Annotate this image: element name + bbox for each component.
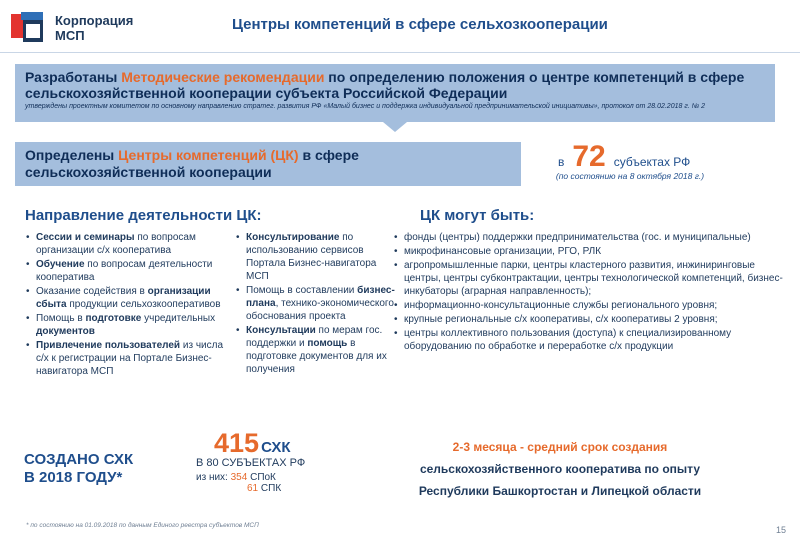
- timeframe-line3: Республики Башкортостан и Липецкой области: [418, 484, 702, 498]
- page-number: 15: [776, 525, 787, 535]
- list-item-bold: Консультирование: [246, 232, 340, 243]
- skh-spk-value: 61: [247, 483, 259, 494]
- direction-heading: Направление деятельности ЦК:: [25, 207, 262, 224]
- list-item-text: Оказание содействия в: [36, 286, 148, 297]
- list-item: • центры коллективного пользования (доступа) к специализированному оборудованию по обработке и переработке с/х продукции: [394, 327, 786, 353]
- recommendations-text: [25, 69, 765, 101]
- list-item-bold: подготовке: [85, 313, 142, 324]
- subjects-post: субъектах РФ: [613, 155, 691, 169]
- timeframe-line2: сельскохозяйственного кооператива по опыту: [419, 462, 701, 476]
- list-item-text: продукции сельхозкооперативов: [66, 299, 221, 310]
- skh-spok-label: СПоК: [247, 472, 276, 483]
- list-item: • агропромышленные парки, центры кластерного развития, инжиниринговые центры, центры субконтрактации, центры технологической компетенций, бизнес-инкубаторы (аграрная направленность);: [394, 259, 786, 298]
- competence-centers-text: [25, 147, 511, 181]
- list-item: [26, 312, 231, 338]
- list-item: [236, 231, 396, 283]
- cc-highlight: Центры компетенций (ЦК): [118, 147, 299, 163]
- skh-spok-value: 354: [230, 472, 248, 483]
- list-item-text: учредительных: [141, 313, 216, 324]
- list-item-text: , технико-экономического обоснования проекта: [246, 298, 394, 322]
- list-item-bold: Привлечение пользователей: [36, 340, 181, 351]
- logo: [9, 10, 149, 46]
- list-item-bold: документов: [36, 326, 95, 337]
- list-item-text: по использованию сервисов Портала Бизнес-навигатора МСП: [246, 232, 377, 282]
- list-item: • микрофинансовые организации, РГО, РЛК: [394, 245, 786, 258]
- list-item: [26, 285, 231, 311]
- recommendations-post: по определению положения о центре компетенций в сфере сельскохозяйственной кооперации субъекта Российской Федерации: [25, 69, 745, 101]
- list-item-bold: бизнес-плана: [246, 285, 395, 309]
- list-item: [26, 231, 231, 257]
- creation-timeframe: [390, 436, 730, 502]
- types-list: [394, 231, 786, 354]
- created-line2: В 2018 ГОДУ*: [24, 469, 123, 486]
- list-item: [236, 284, 396, 323]
- timeframe-highlight: 2-3 месяца - средний срок создания: [452, 440, 668, 454]
- list-item-text: Помощь в составлении: [246, 285, 358, 296]
- list-item-text: по вопросам деятельности кооператива: [36, 259, 213, 283]
- slide-title: Центры компетенций в сфере сельхозкооперации: [232, 16, 608, 33]
- recommendations-highlight: Методические рекомендации: [121, 69, 325, 85]
- cc-pre: Определены: [25, 147, 119, 163]
- list-item: [26, 258, 231, 284]
- skh-stats: [196, 428, 326, 494]
- direction-list-right: [236, 231, 396, 377]
- created-line1: СОЗДАНО СХК: [24, 451, 134, 468]
- skh-spk-line: [196, 483, 326, 494]
- skh-unit: СХК: [261, 439, 291, 456]
- corp-msp-logo-icon: [9, 10, 47, 46]
- recommendations-banner: [15, 64, 775, 122]
- recommendations-note: утверждены проектным комитетом по основному направлению стратег. развития РФ «Малый бизнес и поддержка индивидуальной предпринимательской инициативы», протокол от 28.02.2018 г. № 2: [25, 103, 706, 110]
- list-item: [236, 324, 396, 376]
- list-item: • фонды (центры) поддержки предпринимательства (гос. и муниципальные): [394, 231, 786, 244]
- list-item-bold: Обучение: [36, 259, 85, 270]
- skh-spk-label: СПК: [258, 483, 282, 494]
- logo-line2: МСП: [55, 28, 85, 43]
- subjects-count: 72: [572, 140, 606, 173]
- cc-post: в сфере сельскохозяйственной кооперации: [25, 147, 359, 180]
- list-item: • крупные региональные с/х кооперативы, с/х кооперативы 2 уровня;: [394, 313, 786, 326]
- list-item-bold: помощь: [307, 338, 348, 349]
- skh-subjects: В 80 СУБЪЕКТАХ РФ: [196, 457, 306, 469]
- list-item: [26, 339, 231, 378]
- list-item-text: по мерам гос. поддержки и: [246, 325, 383, 349]
- title-divider: [0, 52, 800, 53]
- list-item-bold: Сессии и семинары: [36, 232, 135, 243]
- footnote: * по состоянию на 01.09.2018 по данным Единого реестра субъектов МСП: [26, 522, 259, 529]
- list-item-text: из числа с/х к регистрации на Портале Бизнес- навигатора МСП: [36, 340, 224, 377]
- logo-line1: Корпорация: [55, 13, 134, 28]
- created-label: [24, 451, 133, 487]
- skh-spok-line: [196, 472, 326, 483]
- subjects-date-note: (по состоянию на 8 октября 2018 г.): [555, 171, 705, 181]
- skh-count: 415: [214, 428, 260, 458]
- list-item-bold: Консультации: [246, 325, 316, 336]
- competence-centers-banner: [15, 142, 521, 186]
- list-item-text: в подготовке документов для их получения: [246, 338, 387, 375]
- subjects-count-block: [540, 140, 720, 181]
- logo-text: [55, 13, 133, 43]
- list-item-text: по вопросам организации с/х кооператива: [36, 232, 196, 256]
- list-item: • информационно-консультационные службы регионального уровня;: [394, 299, 786, 312]
- banner-arrow-icon: [383, 122, 407, 132]
- list-item-bold: организации сбыта: [36, 286, 211, 310]
- skh-of-which: из них:: [196, 472, 231, 483]
- subjects-pre: в: [558, 155, 565, 169]
- direction-list-left: [26, 231, 231, 379]
- recommendations-pre: Разработаны: [25, 69, 122, 85]
- list-item-text: Помощь в: [36, 313, 86, 324]
- types-heading: ЦК могут быть:: [420, 207, 535, 224]
